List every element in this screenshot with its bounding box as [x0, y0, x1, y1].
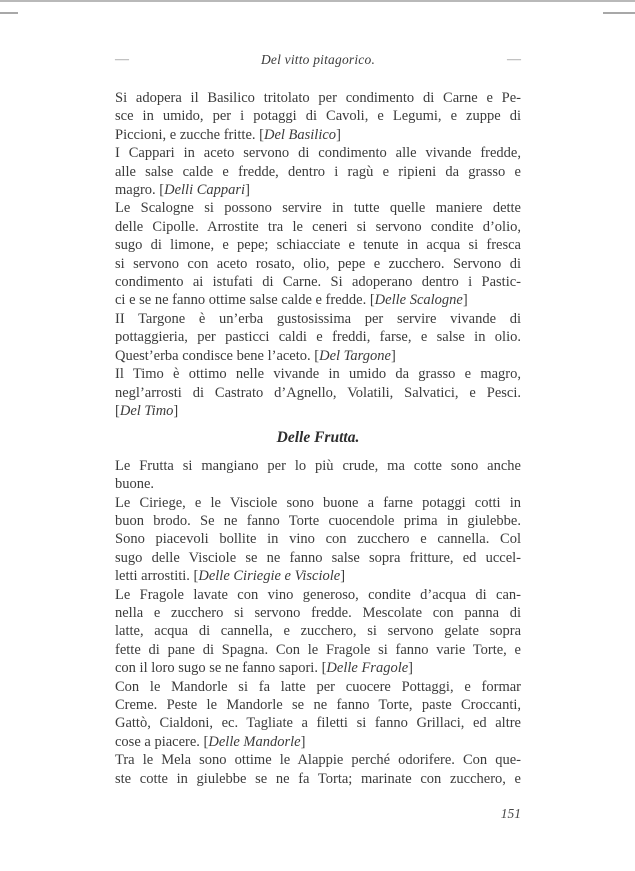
text-line: Quest’erba condisce bene l’aceto. [Del Targone]: [115, 347, 396, 364]
text-line: I Cappari in aceto servono di condimento alle vivande fredde,: [115, 145, 521, 162]
page-top-edge-rule: [0, 0, 635, 2]
header-rule-right: —: [507, 52, 521, 67]
paragraph: [115, 457, 521, 494]
text-line: ci e se ne fanno ottime salse calde e fredde. [Delle Scalogne]: [115, 292, 468, 309]
text-line: Sono piacevoli bollite in vino con zucchero e cannella. Col: [115, 531, 521, 548]
page-title: Del vitto pitagorico.: [260, 52, 376, 67]
paragraph: [115, 310, 521, 365]
text-line: [Del Timo]: [115, 402, 179, 419]
paragraph: [115, 89, 521, 144]
paragraph: [115, 586, 521, 678]
text-line: Le Ciriege, e le Visciole sono buone a farne potaggi cotti in: [115, 494, 521, 511]
paragraph: [115, 678, 521, 752]
page-number: 151: [500, 806, 521, 821]
text-line: alle salse calde e fredde, dentro i ragù e ripieni da grasso e: [115, 163, 521, 180]
text-line: con il loro sugo se ne fanno sapori. [Delle Fragole]: [115, 660, 414, 677]
text-line: sce in umido, per i potaggi di Cavoli, e Legumi, e zuppe di: [115, 108, 521, 125]
text-line: delle Cipolle. Arrostite tra le ceneri si servono condite d’olio,: [115, 218, 521, 235]
text-line: Il Timo è ottimo nelle vivande in umido da grasso e magro,: [115, 366, 521, 383]
text-line: Tra le Mela sono ottime le Alappie perché odorifere. Con que-: [115, 752, 521, 769]
text-line: negl’arrosti di Castrato d’Agnello, Volatili, Salvatici, e Pesci.: [115, 384, 521, 401]
paragraph: [115, 365, 521, 420]
text-line: ste cotte in giulebbe se ne fa Torta; marinate con zucchero, e: [115, 770, 521, 787]
paragraph: [115, 199, 521, 309]
text-line: nella e zucchero si servono fredde. Mescolate con panna di: [115, 604, 521, 621]
body-text: [115, 89, 521, 788]
text-line: magro. [Delli Cappari]: [115, 182, 250, 199]
right-edge-mark: [603, 12, 635, 14]
text-line: Le Frutta si mangiano per lo più crude, ma cotte sono anche: [115, 457, 521, 474]
text-line: II Targone è un’erba gustosissima per servire vivande di: [115, 310, 521, 327]
section-heading: Delle Frutta.: [276, 429, 360, 447]
text-line: letti arrostiti. [Delle Ciriegie e Visciole]: [115, 568, 346, 585]
running-header: [115, 52, 521, 68]
text-line: Le Fragole lavate con vino generoso, condite d’acqua di can-: [115, 586, 521, 603]
text-line: sugo di limone, e pepe; schiacciate e tenute in acqua si fresca: [115, 237, 521, 254]
text-line: Gattò, Cialdoni, ec. Tagliate a filetti si fanno Grillaci, ed altre: [115, 715, 521, 732]
paragraph: [115, 751, 521, 788]
text-line: Le Scalogne si possono servire in tutte quelle maniere dette: [115, 200, 521, 217]
text-line: buon brodo. Se ne fanno Torte cuocendole prima in giulebbe.: [115, 512, 521, 529]
text-line: cose a piacere. [Delle Mandorle]: [115, 733, 306, 750]
text-line: pottaggieria, per pasticci caldi e freddi, farse, e salse in olio.: [115, 329, 521, 346]
text-line: latte, acqua di cannella, e zucchero, si servono gelate sopra: [115, 623, 521, 640]
left-edge-mark: [0, 12, 18, 14]
text-line: condimento ai istufati di Carne. Si adoperano dentro i Pastic-: [115, 274, 521, 291]
text-line: Creme. Peste le Mandorle se ne fanno Torte, paste Croccanti,: [115, 697, 521, 713]
text-line: sugo delle Visciole se ne fanno salse sopra fritture, ed uccel-: [115, 549, 521, 566]
text-line: fette di pane di Spagna. Con le Fragole si fanno varie Torte, e: [115, 641, 521, 658]
text-line: Piccioni, e zucche fritte. [Del Basilico]: [115, 126, 341, 143]
paragraph: [115, 144, 521, 199]
header-rule-left: —: [115, 52, 129, 67]
text-line: si servono con aceto rosato, olio, pepe e zucchero. Servono di: [115, 255, 521, 272]
text-line: Si adopera il Basilico tritolato per condimento di Carne e Pe-: [115, 90, 521, 106]
text-line: buone.: [115, 476, 155, 493]
paragraph: [115, 494, 521, 586]
text-line: Con le Mandorle si fa latte per cuocere Pottaggi, e formar: [115, 678, 521, 695]
